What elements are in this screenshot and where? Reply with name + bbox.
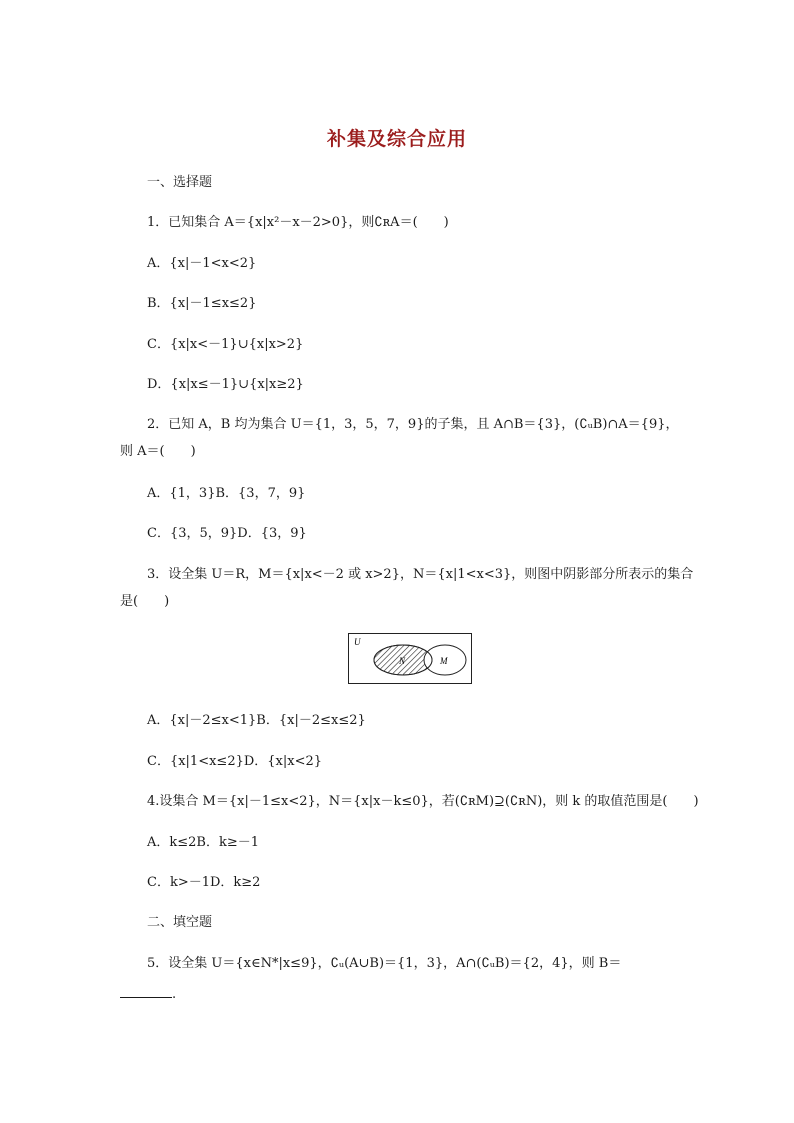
text-line: 5．设全集 U＝{x∈N*|x≤9}，∁ᵤ(A∪B)＝{1，3}，A∩(∁ᵤB)＝{2，4}，则 B＝ [147,956,622,971]
text-line: B．{x|－1≤x≤2} [147,296,257,311]
text-line: A．{1，3}B．{3，7，9} [147,486,306,501]
text-line: 4.设集合 M＝{x|－1≤x<2}，N＝{x|x－k≤0}，若(∁ʀM)⊇(∁ʀN)，则 k 的取值范围是( ) [147,794,699,809]
text-line: 则 A＝( ) [120,444,196,459]
text-line: 1．已知集合 A＝{x|x²－x－2>0}，则∁ʀA＝( ) [147,215,449,230]
text-line: C．{x|x<－1}∪{x|x>2} [147,337,304,352]
text-line: C．k>－1D．k≥2 [147,875,261,890]
text-line: 3．设全集 U＝R，M＝{x|x<－2 或 x>2}，N＝{x|1<x<3}，则图中阴影部分所表示的集合 [147,567,694,582]
answer-blank[interactable] [120,985,172,998]
text-line: C．{x|1<x≤2}D．{x|x<2} [147,754,323,769]
m-label: M [440,656,448,666]
n-label: N [399,656,406,666]
universe-label: U [354,637,361,647]
tail-period: . [172,987,177,1002]
text-line: D．{x|x≤－1}∪{x|x≥2} [147,377,304,392]
venn-diagram [348,633,472,684]
text-line: 是( ) [120,594,170,609]
text-line: 二、填空题 [147,915,213,930]
page-title: 补集及综合应用 [326,128,467,150]
text-line: A．k≤2B．k≥－1 [147,835,260,850]
text-line: 2．已知 A，B 均为集合 U＝{1，3，5，7，9}的子集，且 A∩B＝{3}，(∁ᵤB)∩A＝{9}， [147,417,679,432]
text-line: A．{x|－2≤x<1}B．{x|－2≤x≤2} [147,713,366,728]
text-line: 一、选择题 [147,175,213,190]
text-line: A．{x|－1<x<2} [147,256,257,271]
text-line: C．{3，5，9}D．{3，9} [147,526,307,541]
answer-blank-line [120,985,176,1004]
